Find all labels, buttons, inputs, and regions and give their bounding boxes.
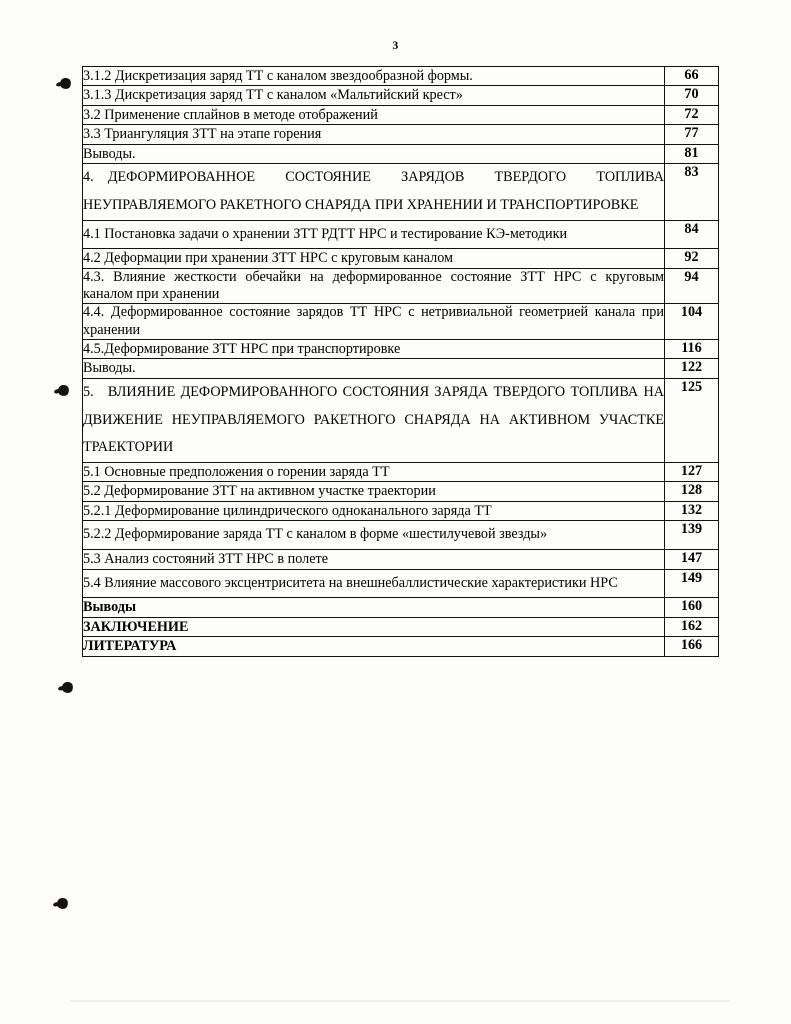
toc-entry-title[interactable]: 3.1.2 Дискретизация заряд ТТ с каналом звездообразной формы. [83,67,665,86]
ink-blot-artifact [61,681,74,694]
toc-entry-page[interactable]: 72 [665,105,719,124]
toc-entry-title[interactable]: 5.2 Деформирование ЗТТ на активном участке траектории [83,482,665,501]
toc-entry-title[interactable]: 5.2.1 Деформирование цилиндрического одноканального заряда ТТ [83,501,665,520]
toc-entry-page[interactable]: 132 [665,501,719,520]
toc-entry-title[interactable]: ЗАКЛЮЧЕНИЕ [83,617,665,636]
table-row [83,144,719,163]
toc-entry-page[interactable]: 92 [665,249,719,268]
toc-entry-page[interactable]: 77 [665,125,719,144]
toc-entry-page[interactable]: 94 [665,268,719,304]
toc-entry-page[interactable]: 128 [665,482,719,501]
page-number: 3 [392,40,399,52]
scan-edge-artifact [70,1000,730,1002]
toc-entry-page[interactable]: 160 [665,598,719,617]
toc-entry-title[interactable]: 4. ДЕФОРМИРОВАННОЕ СОСТОЯНИЕ ЗАРЯДОВ ТВЕРДОГО ТОПЛИВА НЕУПРАВЛЯЕМОГО РАКЕТНОГО СНАРЯДА ПРИ ХРАНЕНИИ И ТРАНСПОРТИРОВКЕ [83,164,665,220]
toc-table-body [83,67,719,657]
table-row [83,482,719,501]
toc-entry-page[interactable]: 84 [665,220,719,249]
table-row [83,86,719,105]
toc-entry-title[interactable]: 3.1.3 Дискретизация заряд ТТ с каналом «Мальтийский крест» [83,86,665,105]
toc-entry-page[interactable]: 81 [665,144,719,163]
toc-entry-page[interactable]: 162 [665,617,719,636]
toc-entry-title[interactable]: 4.5.Деформирование ЗТТ НРС при транспортировке [83,340,665,359]
toc-entry-title[interactable]: 5.1 Основные предположения о горении заряда ТТ [83,463,665,482]
toc-entry-title[interactable]: 4.3. Влияние жесткости обечайки на деформированное состояние ЗТТ НРС с круговым каналом при хранении [83,268,664,303]
table-row [83,268,719,304]
table-row [83,598,719,617]
table-row [83,501,719,520]
table-row [83,359,719,378]
toc-entry-title[interactable]: 5.3 Анализ состояний ЗТТ НРС в полете [83,550,665,569]
toc-entry-page[interactable]: 149 [665,569,719,598]
table-row [83,463,719,482]
table-row [83,637,719,656]
toc-entry-title[interactable]: ЛИТЕРАТУРА [83,637,665,656]
ink-blot-artifact [59,77,72,90]
toc-entry-title[interactable]: Выводы. [83,144,665,163]
ink-blot-artifact [56,897,69,910]
toc-entry-title[interactable]: 3.3 Триангуляция ЗТТ на этапе горения [83,125,665,144]
table-row [83,340,719,359]
toc-entry-page[interactable]: 147 [665,550,719,569]
table-row [83,125,719,144]
table-row [83,617,719,636]
toc-entry-page[interactable]: 83 [665,164,719,220]
table-row [83,378,719,462]
toc-entry-page[interactable]: 122 [665,359,719,378]
table-row [83,105,719,124]
toc-entry-title[interactable]: 4.1 Постановка задачи о хранении ЗТТ РДТТ НРС и тестирование КЭ-методики [83,220,665,249]
toc-entry-page[interactable]: 166 [665,637,719,656]
table-row [83,550,719,569]
table-row [83,304,719,340]
toc-entry-title[interactable]: 5.4 Влияние массового эксцентриситета на внешнебаллистические характеристики НРС [83,569,665,598]
table-row [83,569,719,598]
toc-entry-title[interactable]: 4.4. Деформированное состояние зарядов ТТ НРС с нетривиальной геометрией канала при хранении [83,304,664,338]
toc-entry-title[interactable]: Выводы. [83,359,665,378]
table-row [83,164,719,220]
toc-entry-title[interactable]: 4.2 Деформации при хранении ЗТТ НРС с круговым каналом [83,249,665,268]
toc-entry-title[interactable]: Выводы [83,598,665,617]
toc-entry-title[interactable]: 5.2.2 Деформирование заряда ТТ с каналом в форме «шестилучевой звезды» [83,521,665,550]
toc-entry-page[interactable]: 70 [665,86,719,105]
table-of-contents [82,66,716,657]
ink-blot-artifact [57,384,70,397]
toc-entry-title[interactable]: 5. ВЛИЯНИЕ ДЕФОРМИРОВАННОГО СОСТОЯНИЯ ЗАРЯДА ТВЕРДОГО ТОПЛИВА НА ДВИЖЕНИЕ НЕУПРАВЛЯЕМОГО РАКЕТНОГО СНАРЯДА НА АКТИВНОМ УЧАСТКЕ ТРАЕКТОРИИ [83,378,665,462]
table-row [83,521,719,550]
toc-table [82,66,719,657]
toc-entry-page[interactable]: 127 [665,463,719,482]
table-row [83,220,719,249]
toc-entry-page[interactable]: 66 [665,67,719,86]
table-row [83,67,719,86]
toc-entry-page[interactable]: 139 [665,521,719,550]
toc-entry-page[interactable]: 104 [665,304,719,340]
toc-entry-page[interactable]: 125 [665,378,719,462]
toc-entry-title[interactable]: 3.2 Применение сплайнов в методе отображений [83,105,665,124]
toc-entry-page[interactable]: 116 [665,340,719,359]
table-row [83,249,719,268]
